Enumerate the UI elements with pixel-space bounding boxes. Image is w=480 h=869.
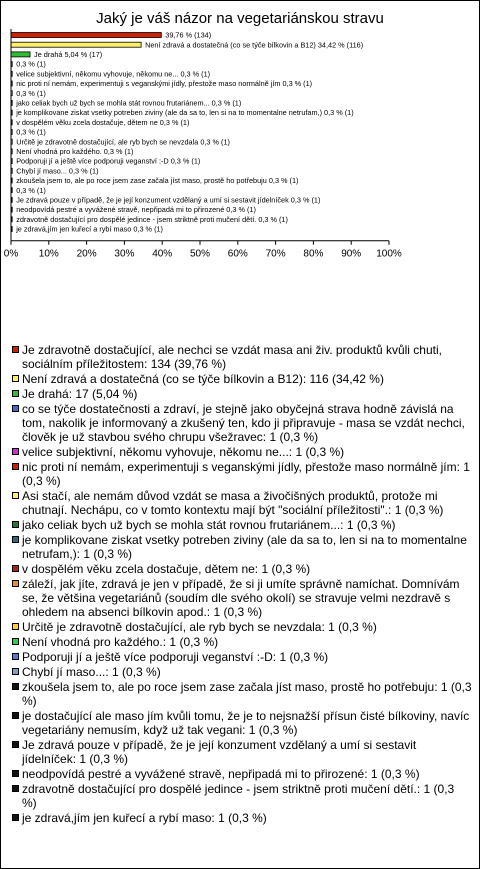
bar-chart-plot bbox=[0, 0, 480, 340]
bar-label: Není zdravá a dostatečná (co se týče bílkovin a B12) 34,42 % (116) bbox=[145, 40, 364, 50]
x-tick-label: 10% bbox=[38, 248, 59, 260]
bar-label: zkoušela jsem to, ale po roce jsem zase začala jíst maso, prostě ho potřebuju 0,3 % (1) bbox=[16, 176, 299, 186]
legend-item bbox=[12, 709, 472, 737]
chart-legend bbox=[12, 343, 472, 826]
legend-item bbox=[12, 489, 472, 517]
legend-item bbox=[12, 445, 472, 459]
legend-item bbox=[12, 738, 472, 766]
bar-label: 39,76 % (134) bbox=[165, 30, 212, 40]
bar-label: 0,3 % (1) bbox=[16, 59, 46, 69]
legend-swatch bbox=[12, 814, 19, 821]
legend-swatch bbox=[12, 448, 19, 455]
legend-label: nic proti ní nemám, experimentuji s veganskými jídly, přestože maso normálně jím: 1 (0,3 %) bbox=[22, 460, 470, 488]
legend-swatch bbox=[12, 346, 19, 353]
legend-label: v dospělém věku zcela dostačuje, dětem ne: 1 (0,3 %) bbox=[22, 562, 311, 576]
legend-label: Chybí jí maso...: 1 (0,3 %) bbox=[22, 665, 161, 679]
legend-item bbox=[12, 372, 472, 386]
bar bbox=[11, 52, 30, 57]
legend-label: je zdravá,jím jen kuřecí a rybí maso: 1 (0,3 %) bbox=[22, 811, 267, 825]
legend-item bbox=[12, 811, 472, 825]
bar-label: 0,3 % (1) bbox=[16, 127, 46, 137]
bar-label: je komplikovane ziskat vsetky potreben ziviny (ale da sa to, len si na to momentalne netrufam,) 0,3 % (1) bbox=[16, 108, 354, 118]
x-tick-label: 70% bbox=[265, 248, 286, 260]
legend-swatch bbox=[12, 683, 19, 690]
bar-label: neodpovídá pestré a vyvážené stravě, nepřipadá mi to přirozené 0,3 % (1) bbox=[16, 205, 256, 215]
legend-swatch bbox=[12, 668, 19, 675]
legend-swatch bbox=[12, 565, 19, 572]
x-tick-label: 30% bbox=[114, 248, 135, 260]
legend-label: co se týče dostatečnosti a zdraví, je stejně jako obyčejná strava hodně závislá na tom, nakolik je informovaný a zkušený ten, kdo ji připravuje - masa se vzdát nechci, člověk je už stavbou svého chrupu všežravec: 1 (0,3 %) bbox=[22, 402, 465, 444]
legend-item bbox=[12, 343, 472, 371]
legend-item bbox=[12, 767, 472, 781]
legend-label: Podporuji jí a ještě více podporuji veganství :-D: 1 (0,3 %) bbox=[22, 650, 329, 664]
x-tick-label: 90% bbox=[341, 248, 362, 260]
legend-label: Není zdravá a dostatečná (co se týče bílkovin a B12): 116 (34,42 %) bbox=[22, 372, 384, 386]
chart-title: Jaký je váš názor na vegetariánskou stravu bbox=[96, 10, 384, 27]
legend-label: velice subjektivní, někomu vyhovuje, někomu ne...: 1 (0,3 %) bbox=[22, 445, 345, 459]
legend-swatch bbox=[12, 375, 19, 382]
bar bbox=[11, 42, 141, 47]
legend-label: je komplikovane ziskat vsetky potreben ziviny (ale da sa to, len si na to momentalne netrufam,): 1 (0,3 %) bbox=[22, 533, 467, 561]
bar bbox=[11, 33, 161, 38]
legend-item bbox=[12, 665, 472, 679]
legend-item bbox=[12, 620, 472, 634]
bar-label: je zdravá,jím jen kuřecí a rybí maso 0,3 % (1) bbox=[16, 224, 164, 234]
legend-swatch bbox=[12, 741, 19, 748]
legend-swatch bbox=[12, 521, 19, 528]
legend-item bbox=[12, 402, 472, 444]
bar-label: 0,3 % (1) bbox=[16, 88, 46, 98]
legend-swatch bbox=[12, 463, 19, 470]
legend-label: Je zdravotně dostačující, ale nechci se vzdát masa ani živ. produktů kvůli chuti, sociálním příležitostem: 134 (39,76 %) bbox=[22, 343, 442, 371]
legend-item bbox=[12, 680, 472, 708]
legend-label: Je drahá: 17 (5,04 %) bbox=[22, 387, 138, 401]
x-tick-label: 20% bbox=[76, 248, 97, 260]
bar-label: v dospělém věku zcela dostačuje, dětem ne 0,3 % (1) bbox=[16, 117, 190, 127]
legend-label: záleží, jak jíte, zdravá je jen v případě, že si ji umíte správně namíchat. Domnívám se, že většina vegetariánů (soudím dle svého okolí) se stravuje velmi nezdravě s ohledem na absenci bílkovin apod.: 1 (0,3 %) bbox=[22, 577, 460, 619]
legend-label: jako celiak bych už bych se mohla stát rovnou frutariánem...: 1 (0,3 %) bbox=[22, 518, 396, 532]
legend-swatch bbox=[12, 770, 19, 777]
legend-label: zdravotně dostačující pro dospělé jedince - jsem striktně proti mučení dětí.: 1 (0,3 %) bbox=[22, 782, 455, 810]
legend-item bbox=[12, 635, 472, 649]
bar-label: Není vhodná pro každého. 0,3 % (1) bbox=[16, 147, 134, 156]
legend-swatch bbox=[12, 536, 19, 543]
legend-label: Není vhodná pro každého.: 1 (0,3 %) bbox=[22, 635, 219, 649]
legend-label: Asi stačí, ale nemám důvod vzdát se masa a živočišných produktů, protože mi chutnají. Nechápu, co v tomto kontextu mají být "sociální příležitosti".: 1 (0,3 %) bbox=[22, 489, 444, 517]
bar-label: jako celiak bych už bych se mohla stát rovnou frutariánem... 0,3 % (1) bbox=[16, 98, 242, 108]
legend-swatch bbox=[12, 712, 19, 719]
legend-label: neodpovídá pestré a vyvážené stravě, nepřipadá mi to přirozené: 1 (0,3 %) bbox=[22, 767, 420, 781]
legend-item bbox=[12, 533, 472, 561]
bar-label: zdravotně dostačující pro dospělé jedince - jsem striktně proti mučení dětí. 0,3 % (1) bbox=[16, 214, 288, 224]
bar-label: nic proti ní nemám, experimentuji s veganskými jídly, přestože maso normálně jím 0,3 % (1) bbox=[16, 79, 313, 89]
bar-label: Chybí jí maso... 0,3 % (1) bbox=[16, 166, 99, 176]
legend-swatch bbox=[12, 653, 19, 660]
x-tick-label: 80% bbox=[303, 248, 324, 260]
legend-swatch bbox=[12, 492, 19, 499]
bar-label: velice subjektivní, někomu vyhovuje, někomu ne... 0,3 % (1) bbox=[16, 69, 211, 79]
legend-swatch bbox=[12, 785, 19, 792]
bar-label: Podporuji jí a ještě více podporuji veganství :-D 0,3 % (1) bbox=[16, 156, 201, 166]
x-tick-label: 60% bbox=[227, 248, 248, 260]
bar-label: Je zdravá pouze v případě, že je její konzument vzdělaný a umí si sestavit jídelníček 0,3 % (1) bbox=[16, 195, 321, 205]
x-tick-label: 0% bbox=[3, 248, 19, 260]
legend-swatch bbox=[12, 390, 19, 397]
legend-swatch bbox=[12, 580, 19, 587]
legend-swatch bbox=[12, 623, 19, 630]
legend-label: zkoušela jsem to, ale po roce jsem zase začala jíst maso, prostě ho potřebuju: 1 (0,3 %) bbox=[22, 680, 472, 708]
x-tick-label: 100% bbox=[376, 248, 402, 260]
legend-label: Je zdravá pouze v případě, že je její konzument vzdělaný a umí si sestavit jídelníček: 1 (0,3 %) bbox=[22, 738, 417, 766]
legend-item bbox=[12, 577, 472, 619]
bar-label: Určitě je zdravotně dostačující, ale ryb bych se nevzdala 0,3 % (1) bbox=[16, 137, 230, 147]
legend-swatch bbox=[12, 638, 19, 645]
legend-label: je dostačující ale maso jím kvůli tomu, že je to nejsnažší přísun čisté bílkoviny, navíc vegetariány nemusím, když už tak vegani: 1 (0,3 %) bbox=[22, 709, 470, 737]
x-tick-label: 50% bbox=[189, 248, 211, 260]
bar-label: 0,3 % (1) bbox=[16, 185, 46, 195]
legend-item bbox=[12, 460, 472, 488]
legend-item bbox=[12, 650, 472, 664]
legend-label: Určitě je zdravotně dostačující, ale ryb bych se nevzdala: 1 (0,3 %) bbox=[22, 620, 377, 634]
x-tick-label: 40% bbox=[152, 248, 173, 260]
legend-item bbox=[12, 387, 472, 401]
bar-label: Je drahá 5,04 % (17) bbox=[34, 50, 103, 59]
legend-item bbox=[12, 562, 472, 576]
legend-item bbox=[12, 518, 472, 532]
legend-item bbox=[12, 782, 472, 810]
legend-swatch bbox=[12, 405, 19, 412]
